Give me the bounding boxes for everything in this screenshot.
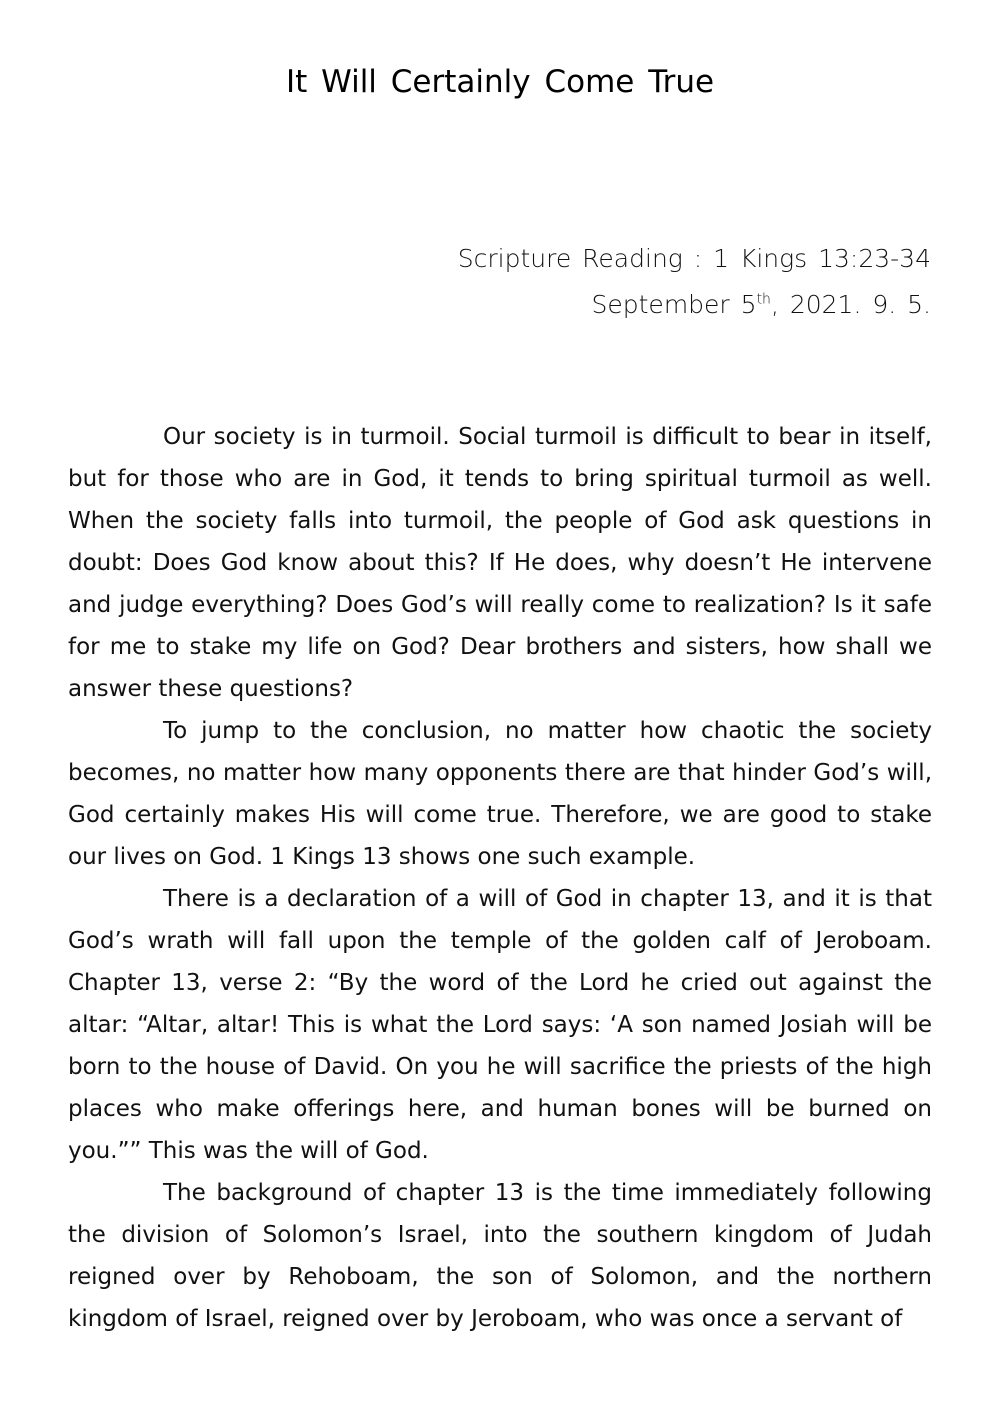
sermon-body xyxy=(68,416,932,1340)
body-paragraph: The background of chapter 13 is the time immediately following the division of Solomon’s Israel, into the southern kingdom of Judah reigned over by Rehoboam, the son of Solomon, and the northern kingdom of Israel, reigned over by Jeroboam, who was once a servant of xyxy=(68,1180,932,1332)
date-prefix: September 5 xyxy=(591,290,757,319)
date-suffix: , 2021. 9. 5. xyxy=(770,290,931,319)
scripture-reading: Scripture Reading : 1 Kings 13:23-34 xyxy=(457,244,931,273)
body-paragraph: Our society is in turmoil. Social turmoil is difficult to bear in itself, but for those who are in God, it tends to bring spiritual turmoil as well. When the society falls into turmoil, the people of God ask questions in doubt: Does God know about this? If He does, why doesn’t He intervene and judge everything? Does God’s will really come to realization? Is it safe for me to stake my life on God? Dear brothers and sisters, how shall we answer these questions? xyxy=(68,424,932,702)
date-superscript: th xyxy=(756,291,771,308)
sermon-meta xyxy=(458,236,931,328)
sermon-date xyxy=(458,282,931,328)
page-title: It Will Certainly Come True xyxy=(285,64,715,100)
body-paragraph: To jump to the conclusion, no matter how chaotic the society becomes, no matter how many opponents there are that hinder God’s will, God certainly makes His will come true. Therefore, we are good to stake our lives on God. 1 Kings 13 shows one such example. xyxy=(68,718,932,870)
body-paragraph: There is a declaration of a will of God in chapter 13, and it is that God’s wrath will fall upon the temple of the golden calf of Jeroboam. Chapter 13, verse 2: “By the word of the Lord he cried out against the altar: “Altar, altar! This is what the Lord says: ‘A son named Josiah will be born to the house of David. On you he will sacrifice the priests of the high places who make offerings here, and human bones will be burned on you.”” This was the will of God. xyxy=(68,886,932,1164)
